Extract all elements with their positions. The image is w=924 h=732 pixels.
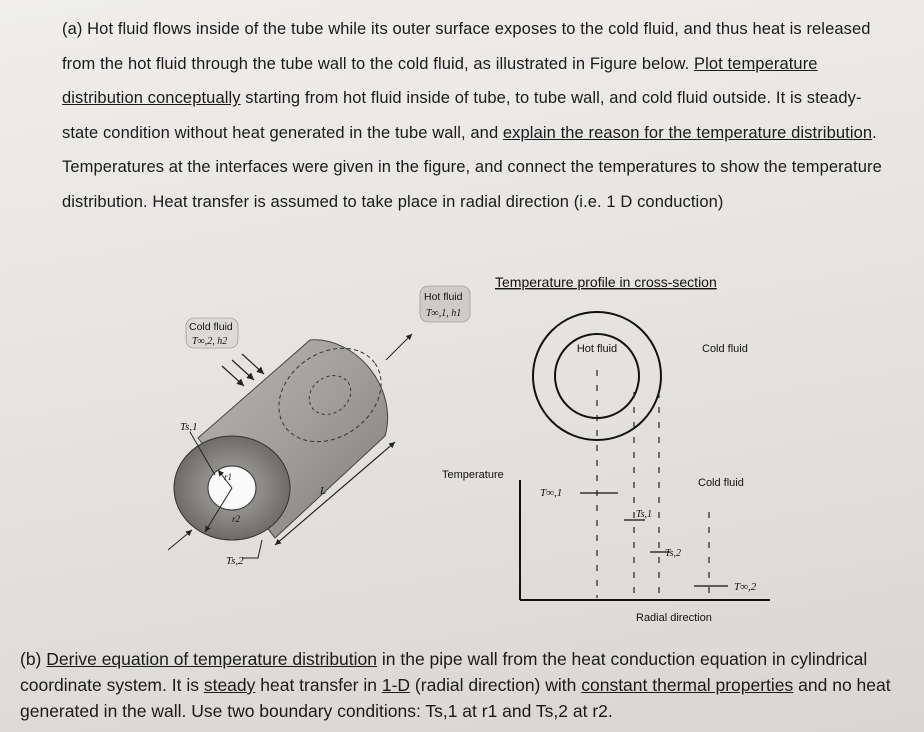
part-b-text	[20, 646, 920, 724]
cold-fluid-mid-label: Cold fluid	[698, 477, 744, 489]
part-b-sentence-3: (radial direction) with	[410, 675, 582, 695]
x-axis-label: Radial direction	[636, 612, 712, 624]
ts1-label-left: Ts,1	[180, 421, 198, 433]
part-a-sentence-3: . Temperatures at the interfaces were given in the figure, and connect the temperatures to show the temperature distribution. Heat transfer is assumed to take place in radial direction (i.e. 1 D conduction)	[62, 123, 882, 211]
t-inf1-label: T∞,1	[540, 487, 563, 499]
y-axis-label: Temperature	[442, 469, 504, 481]
t-inf2-label: T∞,2	[734, 581, 757, 593]
r2-label: r2	[232, 514, 241, 524]
figure	[0, 260, 924, 640]
part-a-sentence-1: Hot fluid flows inside of the tube while its outer surface exposes to the cold fluid, and thus heat is released from the hot fluid through the tube wall to the cold fluid, as illustrated in Figure below.	[62, 20, 871, 73]
cylinder-illustration	[168, 286, 470, 567]
ts2-label-left: Ts,2	[226, 555, 244, 567]
t-s1-label: Ts,1	[636, 509, 653, 520]
profile-title: Temperature profile in cross-section	[495, 274, 717, 290]
part-a-underline-plot: Plot temperature distribution conceptually	[62, 54, 818, 108]
hot-fluid-label-left: Hot fluid	[424, 291, 463, 303]
hot-fluid-params-left: T∞,1, h1	[426, 308, 462, 319]
cold-fluid-params-left: T∞,2, h2	[192, 336, 228, 347]
hot-fluid-center-label	[577, 343, 617, 355]
part-b-underline-derive: Derive equation of temperature distribution	[46, 649, 378, 669]
part-b-sentence-2: heat transfer in	[255, 675, 382, 695]
cold-fluid-top-label: Cold fluid	[702, 343, 748, 355]
part-b-sentence-1: in the pipe wall from the heat conduction equation in cylindrical coordinate system. It is	[20, 649, 868, 695]
part-a-sentence-2: starting from hot fluid inside of tube, to tube wall, and cold fluid outside. It is steady-state condition without heat generated in the tube wall, and	[62, 89, 862, 142]
part-b-underline-steady: steady	[203, 675, 256, 695]
t-s2-label: Ts,2	[665, 548, 682, 559]
cold-fluid-label-left: Cold fluid	[189, 321, 233, 333]
part-b-sentence-4: and no heat generated in the wall. Use two boundary conditions: Ts,1 at r1 and Ts,2 at r2.	[20, 675, 891, 721]
hot-fluid-word: Hot fluid	[576, 343, 618, 355]
part-b-underline-1d: 1-D	[381, 675, 411, 695]
part-a-underline-explain: explain the reason for the temperature distribution	[502, 123, 873, 142]
length-label: L	[320, 485, 327, 497]
r1-label: r1	[224, 472, 233, 482]
part-b-underline-constant: constant thermal properties	[581, 675, 794, 695]
part-a-label: (a)	[62, 20, 83, 38]
temperature-profile	[442, 274, 770, 624]
part-a-text	[62, 12, 892, 220]
part-b-label: (b)	[20, 649, 42, 669]
